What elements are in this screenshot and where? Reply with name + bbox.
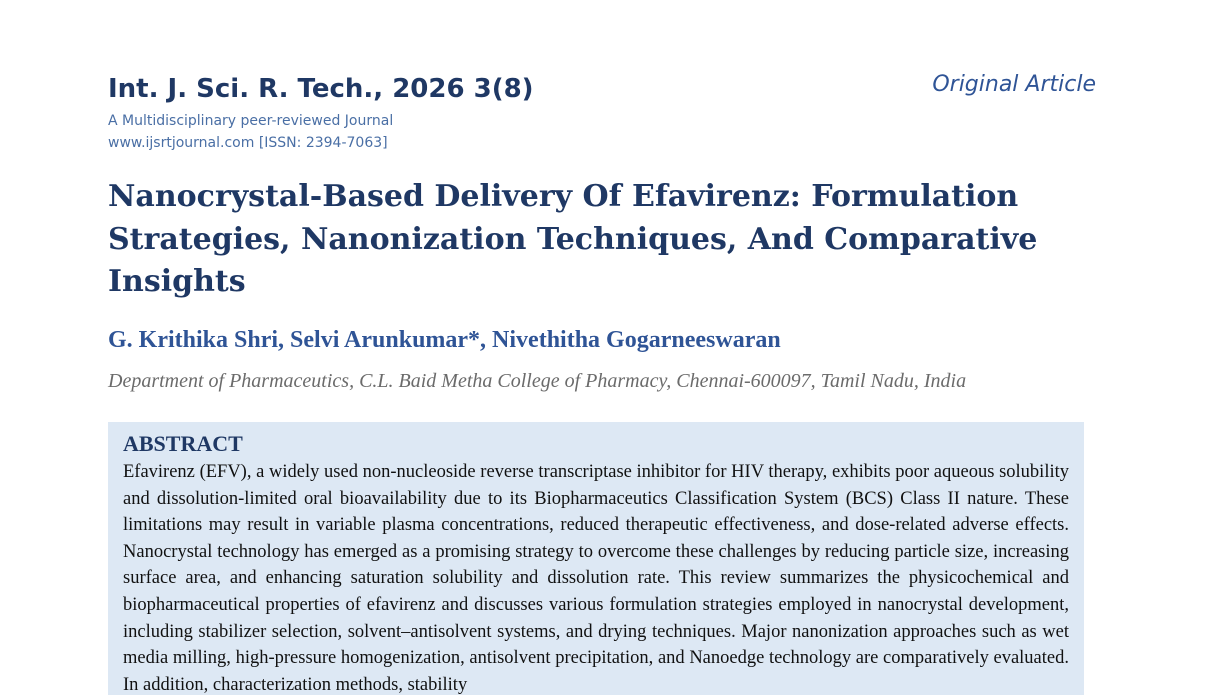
journal-title: Int. J. Sci. R. Tech., 2026 3(8)	[108, 74, 534, 104]
article-type-label: Original Article	[932, 72, 1096, 97]
author-list: G. Krithika Shri, Selvi Arunkumar*, Nivethitha Gogarneeswaran	[108, 327, 781, 353]
journal-subtitle: A Multidisciplinary peer-reviewed Journal	[108, 113, 394, 129]
abstract-heading: ABSTRACT	[123, 431, 243, 456]
abstract-section	[108, 422, 1084, 695]
paper-title: Nanocrystal-Based Delivery Of Efavirenz: Formulation Strategies, Nanonization Techniques, And Comparative Insights	[108, 179, 1038, 299]
author-affiliation: Department of Pharmaceutics, C.L. Baid Metha College of Pharmacy, Chennai-600097, Tamil Nadu, India	[108, 370, 967, 392]
journal-website-issn[interactable]: www.ijsrtjournal.com [ISSN: 2394-7063]	[108, 135, 388, 151]
abstract-body: Efavirenz (EFV), a widely used non-nucleoside reverse transcriptase inhibitor for HIV therapy, exhibits poor aqueous solubility and dissolution-limited oral bioavailability due to its Biopharmaceutics Classification System (BCS) Class II nature. These limitations may result in variable plasma concentrations, reduced therapeutic effectiveness, and dose-related adverse effects. Nanocrystal technology has emerged as a promising strategy to overcome these challenges by reducing particle size, increasing surface area, and enhancing saturation solubility and dissolution rate. This review summarizes the physicochemical and biopharmaceutical properties of efavirenz and discusses various formulation strategies employed in nanocrystal development, including stabilizer selection, solvent–antisolvent systems, and drying techniques. Major nanonization approaches such as wet media milling, high-pressure homogenization, antisolvent precipitation, and Nanoedge technology are comparatively evaluated. In addition, characterization methods, stability	[123, 462, 1069, 695]
